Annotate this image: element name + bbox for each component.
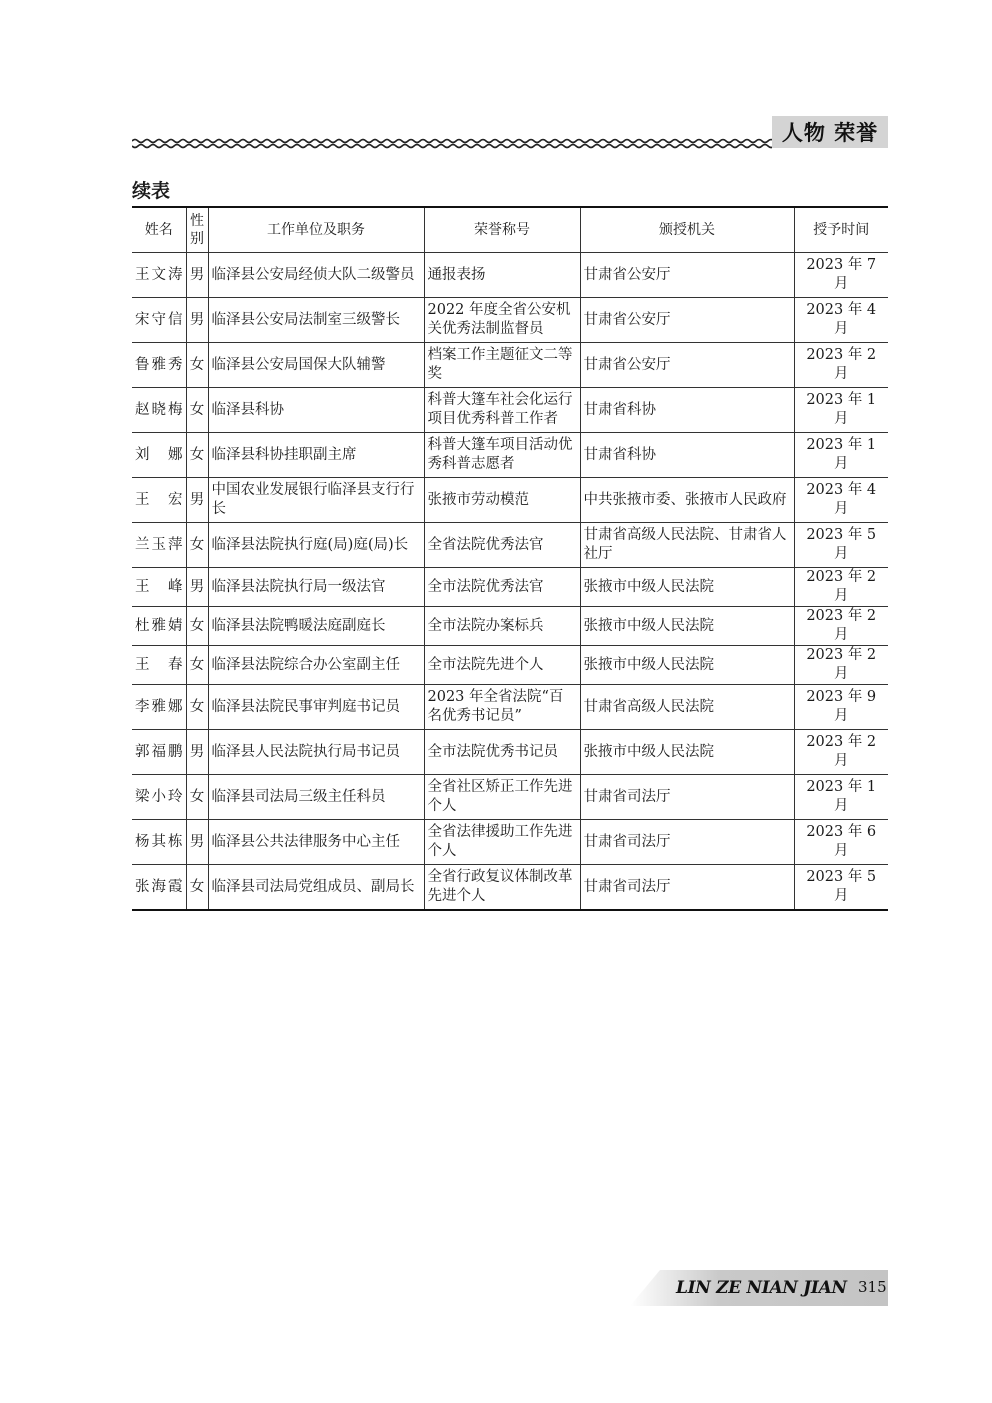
- cell-honor: 全市法院优秀书记员: [424, 730, 580, 775]
- table-row: [132, 820, 888, 865]
- cell-date: 2023 年 4 月: [794, 298, 888, 343]
- cell-unit: 临泽县人民法院执行局书记员: [208, 730, 424, 775]
- cell-name: 兰玉萍: [132, 523, 186, 568]
- cell-unit: 临泽县司法局三级主任科员: [208, 775, 424, 820]
- cell-gender: 男: [186, 568, 208, 607]
- cell-name: 郭福鹏: [132, 730, 186, 775]
- cell-unit: 临泽县科协挂职副主席: [208, 433, 424, 478]
- cell-honor: 全市法院先进个人: [424, 646, 580, 685]
- cell-date: 2023 年 9 月: [794, 685, 888, 730]
- table-row: [132, 730, 888, 775]
- cell-name: 赵晓梅: [132, 388, 186, 433]
- column-header-issuer: 颁授机关: [580, 207, 794, 253]
- cell-name: 杜雅婧: [132, 607, 186, 646]
- cell-issuer: 张掖市中级人民法院: [580, 646, 794, 685]
- cell-issuer: 张掖市中级人民法院: [580, 607, 794, 646]
- cell-name: 王文涛: [132, 253, 186, 298]
- cell-issuer: 甘肃省司法厅: [580, 865, 794, 911]
- column-header-date: 授予时间: [794, 207, 888, 253]
- cell-gender: 女: [186, 685, 208, 730]
- cell-issuer: 甘肃省司法厅: [580, 820, 794, 865]
- cell-name: 刘 娜: [132, 433, 186, 478]
- cell-name: 王 宏: [132, 478, 186, 523]
- column-header-unit: 工作单位及职务: [208, 207, 424, 253]
- cell-gender: 女: [186, 775, 208, 820]
- cell-unit: 临泽县公安局法制室三级警长: [208, 298, 424, 343]
- header-wavy-rule: [132, 136, 772, 150]
- cell-gender: 女: [186, 433, 208, 478]
- cell-unit: 临泽县司法局党组成员、副局长: [208, 865, 424, 911]
- table-caption: 续表: [132, 180, 171, 202]
- cell-date: 2023 年 4 月: [794, 478, 888, 523]
- cell-unit: 临泽县法院民事审判庭书记员: [208, 685, 424, 730]
- table-row: [132, 388, 888, 433]
- cell-name: 王 春: [132, 646, 186, 685]
- table-row: [132, 298, 888, 343]
- cell-name: 张海霞: [132, 865, 186, 911]
- cell-gender: 女: [186, 607, 208, 646]
- cell-date: 2023 年 2 月: [794, 568, 888, 607]
- cell-name: 鲁雅秀: [132, 343, 186, 388]
- cell-date: 2023 年 2 月: [794, 343, 888, 388]
- table-row: [132, 253, 888, 298]
- cell-gender: 女: [186, 388, 208, 433]
- cell-date: 2023 年 1 月: [794, 388, 888, 433]
- cell-issuer: 中共张掖市委、张掖市人民政府: [580, 478, 794, 523]
- cell-honor: 全市法院办案标兵: [424, 607, 580, 646]
- table-header-row: [132, 207, 888, 253]
- cell-unit: 临泽县法院执行庭(局)庭(局)长: [208, 523, 424, 568]
- cell-date: 2023 年 5 月: [794, 865, 888, 911]
- cell-date: 2023 年 2 月: [794, 730, 888, 775]
- cell-issuer: 甘肃省公安厅: [580, 343, 794, 388]
- cell-date: 2023 年 2 月: [794, 646, 888, 685]
- cell-name: 王 峰: [132, 568, 186, 607]
- cell-name: 宋守信: [132, 298, 186, 343]
- cell-issuer: 甘肃省公安厅: [580, 253, 794, 298]
- cell-unit: 临泽县法院执行局一级法官: [208, 568, 424, 607]
- cell-issuer: 张掖市中级人民法院: [580, 568, 794, 607]
- cell-gender: 男: [186, 298, 208, 343]
- cell-issuer: 甘肃省公安厅: [580, 298, 794, 343]
- cell-honor: 档案工作主题征文二等奖: [424, 343, 580, 388]
- cell-gender: 女: [186, 523, 208, 568]
- table-row: [132, 646, 888, 685]
- cell-issuer: 张掖市中级人民法院: [580, 730, 794, 775]
- column-header-name: 姓名: [132, 207, 186, 253]
- cell-unit: 中国农业发展银行临泽县支行行长: [208, 478, 424, 523]
- cell-honor: 全省法院优秀法官: [424, 523, 580, 568]
- cell-gender: 女: [186, 343, 208, 388]
- honor-table: [132, 206, 888, 911]
- cell-unit: 临泽县公安局经侦大队二级警员: [208, 253, 424, 298]
- column-header-gender: [186, 207, 208, 253]
- table-row: [132, 775, 888, 820]
- cell-gender: 女: [186, 865, 208, 911]
- cell-date: 2023 年 1 月: [794, 433, 888, 478]
- cell-date: 2023 年 1 月: [794, 775, 888, 820]
- cell-gender: 男: [186, 730, 208, 775]
- cell-gender: 男: [186, 820, 208, 865]
- cell-unit: 临泽县科协: [208, 388, 424, 433]
- cell-honor: 科普大篷车社会化运行项目优秀科普工作者: [424, 388, 580, 433]
- table-row: [132, 568, 888, 607]
- cell-date: 2023 年 2 月: [794, 607, 888, 646]
- table-row: [132, 478, 888, 523]
- cell-honor: 2023 年全省法院“百名优秀书记员”: [424, 685, 580, 730]
- cell-date: 2023 年 6 月: [794, 820, 888, 865]
- footer-running-title: LIN ZE NIAN JIAN: [676, 1278, 847, 1298]
- table-row: [132, 607, 888, 646]
- cell-honor: 全省行政复议体制改革先进个人: [424, 865, 580, 911]
- cell-honor: 科普大篷车项目活动优秀科普志愿者: [424, 433, 580, 478]
- cell-honor: 全省社区矫正工作先进个人: [424, 775, 580, 820]
- cell-honor: 2022 年度全省公安机关优秀法制监督员: [424, 298, 580, 343]
- cell-issuer: 甘肃省高级人民法院: [580, 685, 794, 730]
- column-header-gender-bottom: 别: [190, 231, 204, 247]
- cell-issuer: 甘肃省司法厅: [580, 775, 794, 820]
- cell-gender: 男: [186, 478, 208, 523]
- table-row: [132, 343, 888, 388]
- cell-name: 杨其栋: [132, 820, 186, 865]
- cell-honor: 全省法律援助工作先进个人: [424, 820, 580, 865]
- cell-unit: 临泽县法院鸭暖法庭副庭长: [208, 607, 424, 646]
- cell-honor: 通报表扬: [424, 253, 580, 298]
- cell-date: 2023 年 5 月: [794, 523, 888, 568]
- cell-unit: 临泽县法院综合办公室副主任: [208, 646, 424, 685]
- table-row: [132, 865, 888, 911]
- cell-gender: 女: [186, 646, 208, 685]
- cell-name: 李雅娜: [132, 685, 186, 730]
- table-row: [132, 523, 888, 568]
- cell-issuer: 甘肃省科协: [580, 388, 794, 433]
- column-header-honor: 荣誉称号: [424, 207, 580, 253]
- cell-honor: 全市法院优秀法官: [424, 568, 580, 607]
- cell-gender: 男: [186, 253, 208, 298]
- column-header-gender-top: 性: [190, 213, 204, 229]
- cell-date: 2023 年 7 月: [794, 253, 888, 298]
- cell-unit: 临泽县公安局国保大队辅警: [208, 343, 424, 388]
- cell-honor: 张掖市劳动模范: [424, 478, 580, 523]
- cell-issuer: 甘肃省科协: [580, 433, 794, 478]
- cell-name: 梁小玲: [132, 775, 186, 820]
- table-row: [132, 685, 888, 730]
- cell-issuer: 甘肃省高级人民法院、甘肃省人社厅: [580, 523, 794, 568]
- section-tag: 人物 荣誉: [772, 116, 888, 148]
- table-row: [132, 433, 888, 478]
- page-number: 315: [858, 1278, 887, 1296]
- cell-unit: 临泽县公共法律服务中心主任: [208, 820, 424, 865]
